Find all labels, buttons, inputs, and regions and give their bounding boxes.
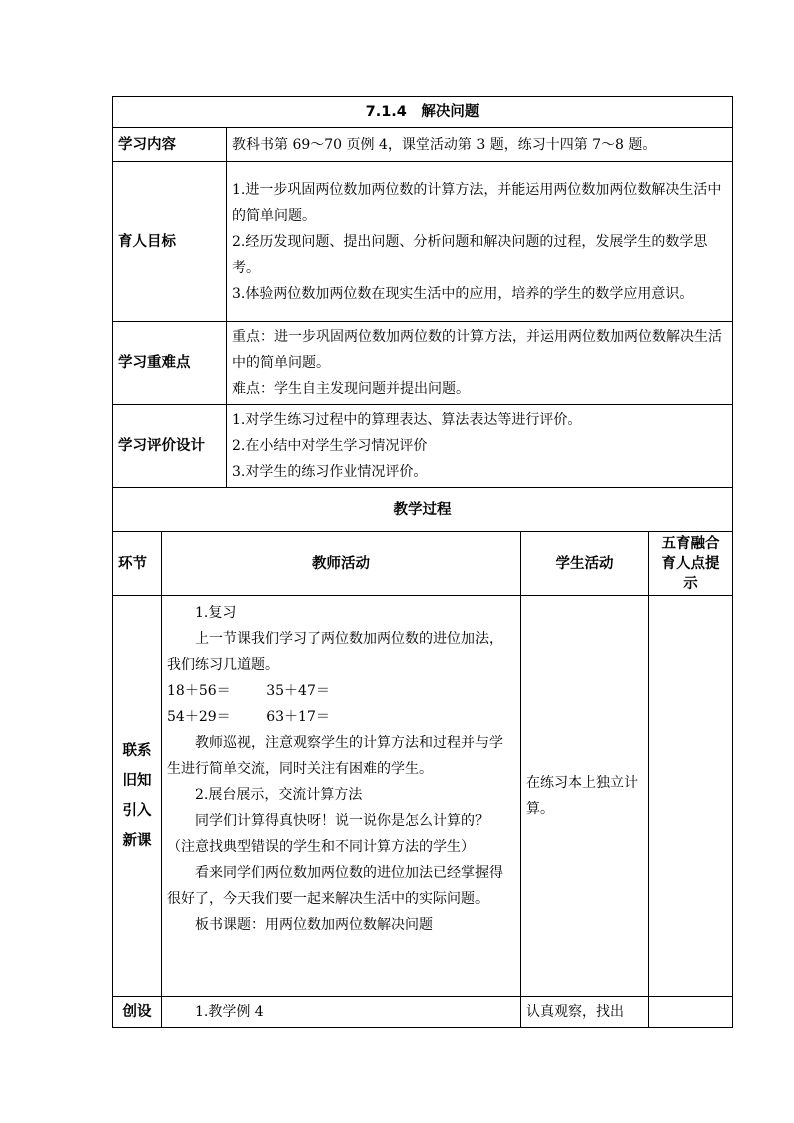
- stage1-label-line: 联系: [122, 743, 152, 759]
- stage2-teacher-activity: 1.教学例 4: [162, 997, 521, 1028]
- process-heading: 教学过程: [113, 488, 733, 532]
- evaluation-row: [113, 405, 733, 488]
- process-heading-row: [113, 488, 733, 532]
- lesson-plan-table: [112, 96, 733, 1028]
- show-text: 同学们计算得真快呀！说一说你是怎么计算的？（注意找典型错误的学生和不同计算方法的学生）: [167, 813, 489, 855]
- formula-row: 54＋29＝ 63＋17＝: [167, 709, 330, 725]
- keypoint-item: 难点：学生自主发现问题并提出问题。: [232, 381, 470, 397]
- transition-text: 看来同学们两位数加两位数的进位加法已经掌握得很好了，今天我们要一起来解决生活中的实际问题。: [167, 865, 503, 907]
- evaluation-item: 3.对学生的练习作业情况评价。: [232, 464, 428, 480]
- keypoint-item: 重点：进一步巩固两位数加两位数的计算方法，并运用两位数加两位数解决生活中的简单问题。: [232, 329, 722, 371]
- goals-cell: [227, 162, 733, 322]
- teacher-column-header: 教师活动: [162, 532, 521, 596]
- stage2-student-activity: 认真观察，找出: [521, 997, 649, 1028]
- stage1-label-line: 旧知: [122, 773, 152, 789]
- stage2-notes: [649, 997, 733, 1028]
- stage1-teacher-activity: [162, 596, 521, 997]
- goal-item: 1.进一步巩固两位数加两位数的计算方法，并能运用两位数加两位数解决生活中的简单问题。: [232, 181, 722, 224]
- review-text: 上一节课我们学习了两位数加两位数的进位加法，我们练习几道题。: [167, 631, 503, 673]
- stage1-notes: [649, 596, 733, 997]
- keypoints-cell: [227, 322, 733, 405]
- stage1-student-activity: 在练习本上独立计算。: [521, 596, 649, 997]
- stage1-label-line: 新课: [122, 833, 152, 849]
- notes-header-line: 五育融合: [661, 535, 720, 552]
- goal-item: 2.经历发现问题、提出问题、分析问题和解决问题的过程，发展学生的数学思考。: [232, 233, 708, 276]
- stage-column-header: 环节: [113, 532, 162, 596]
- stage1-label: [113, 596, 162, 997]
- stage2-label: 创设: [113, 997, 162, 1028]
- show-title: 2.展台展示，交流计算方法: [195, 787, 363, 803]
- content-label: 学习内容: [113, 128, 227, 162]
- stage2-row: [113, 997, 733, 1028]
- patrol-text: 教师巡视，注意观察学生的计算方法和过程并与学生进行简单交流，同时关注有困难的学生。: [167, 735, 503, 777]
- notes-column-header: [649, 532, 733, 596]
- stage1-row: [113, 596, 733, 997]
- keypoints-row: [113, 322, 733, 405]
- process-header-row: [113, 532, 733, 596]
- keypoints-label: 学习重难点: [113, 322, 227, 405]
- student-column-header: 学生活动: [521, 532, 649, 596]
- goals-label: 育人目标: [113, 162, 227, 322]
- content-row: [113, 128, 733, 162]
- title-row: [113, 97, 733, 128]
- formula-row: 18＋56＝ 35＋47＝: [167, 683, 330, 699]
- content-text: 教科书第 69～70 页例 4，课堂活动第 3 题，练习十四第 7～8 题。: [227, 128, 733, 162]
- notes-header-line: 示: [683, 575, 698, 592]
- evaluation-item: 1.对学生练习过程中的算理表达、算法表达等进行评价。: [232, 412, 582, 428]
- goal-item: 3.体验两位数加两位数在现实生活中的应用，培养的学生的数学应用意识。: [232, 285, 694, 302]
- goals-row: [113, 162, 733, 322]
- evaluation-cell: [227, 405, 733, 488]
- notes-header-line: 育人点提: [661, 555, 720, 572]
- evaluation-label: 学习评价设计: [113, 405, 227, 488]
- stage1-label-line: 引入: [122, 803, 152, 819]
- evaluation-item: 2.在小结中对学生学习情况评价: [232, 438, 428, 454]
- lesson-title: 7.1.4 解决问题: [113, 97, 733, 128]
- board-text: 板书课题：用两位数加两位数解决问题: [195, 917, 433, 933]
- review-title: 1.复习: [195, 605, 237, 621]
